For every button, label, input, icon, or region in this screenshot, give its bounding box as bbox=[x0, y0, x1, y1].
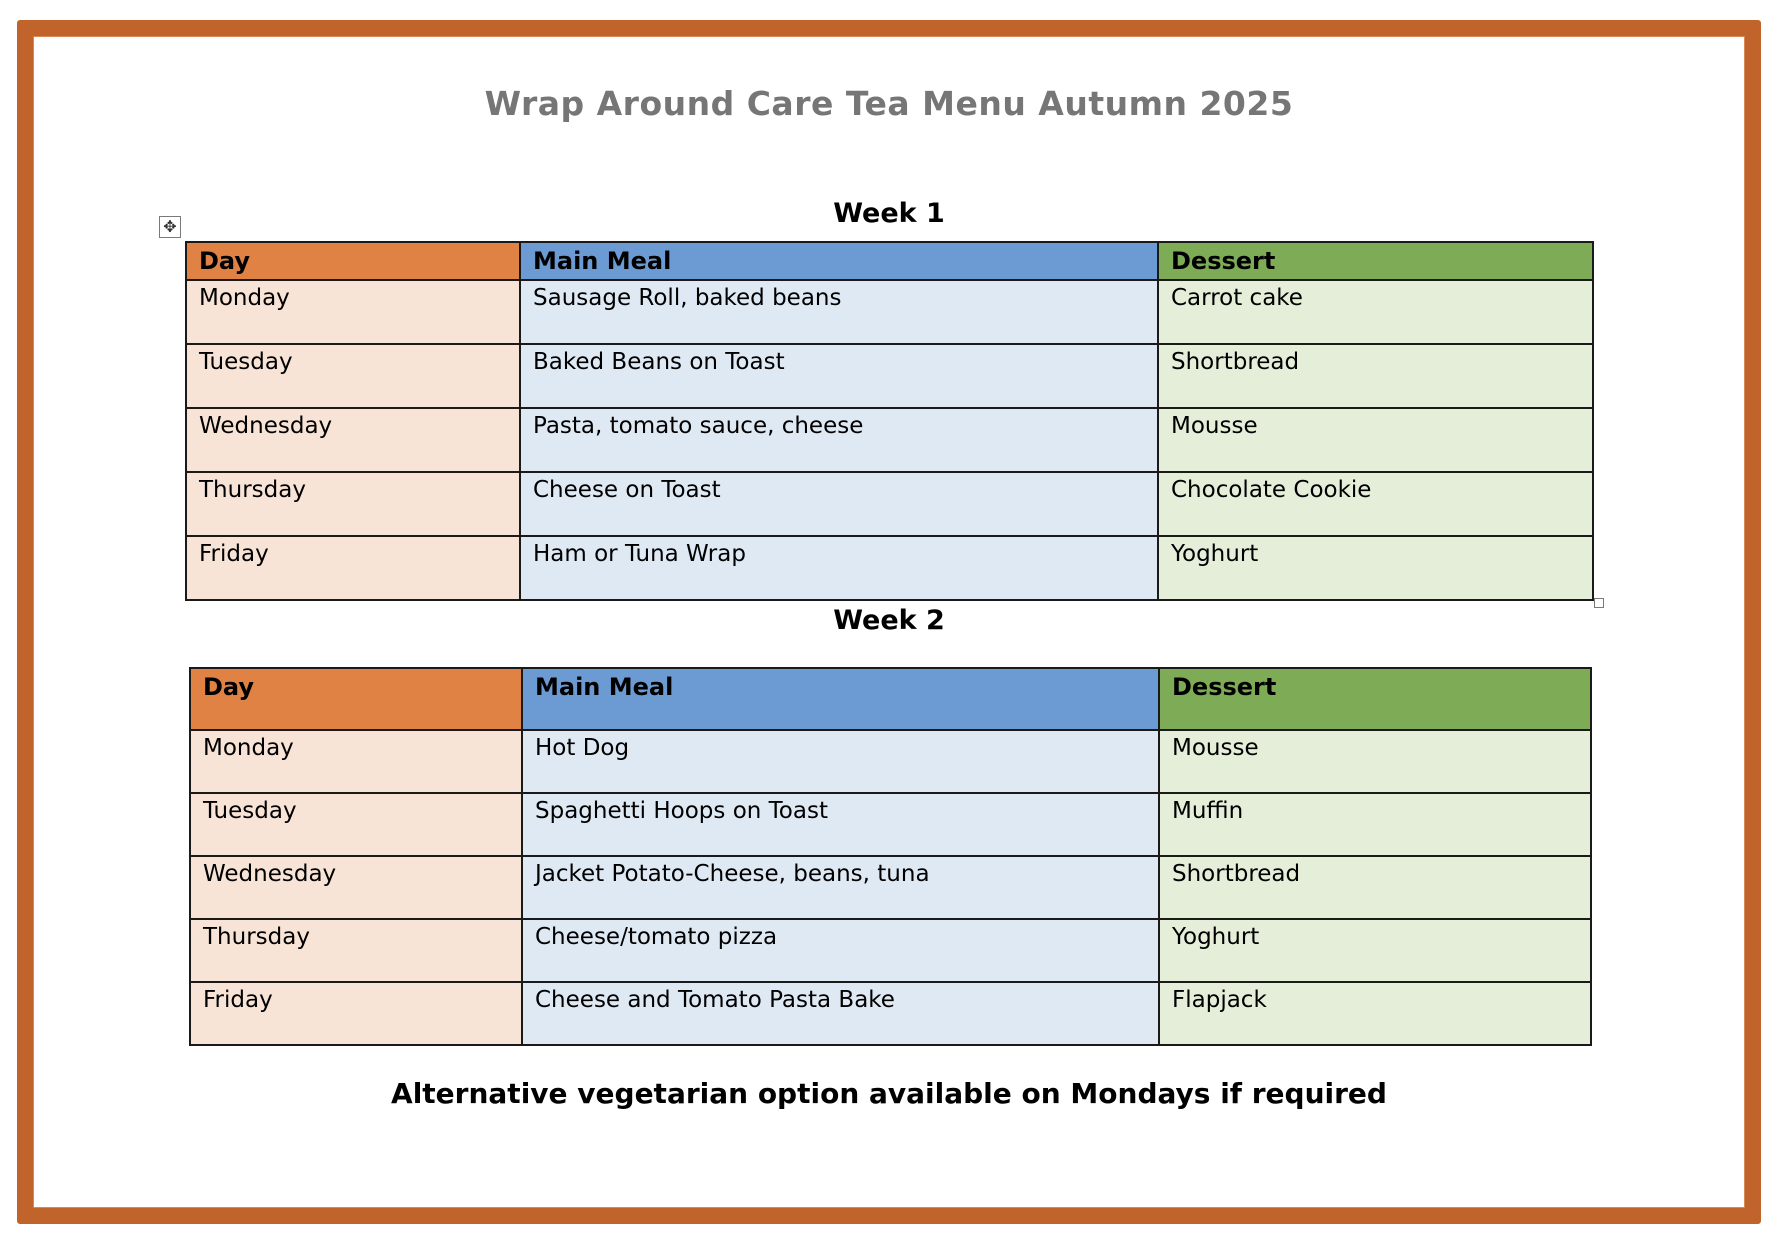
day-cell: Thursday bbox=[186, 472, 520, 536]
day-cell: Tuesday bbox=[186, 344, 520, 408]
day-cell: Monday bbox=[190, 730, 522, 793]
document-title: Wrap Around Care Tea Menu Autumn 2025 bbox=[484, 84, 1294, 123]
day-cell: Tuesday bbox=[190, 793, 522, 856]
main-meal-cell: Baked Beans on Toast bbox=[520, 344, 1158, 408]
main-meal-cell: Ham or Tuna Wrap bbox=[520, 536, 1158, 600]
main-meal-cell: Cheese and Tomato Pasta Bake bbox=[522, 982, 1159, 1045]
dessert-cell: Yoghurt bbox=[1159, 919, 1591, 982]
dessert-cell: Shortbread bbox=[1159, 856, 1591, 919]
table-row bbox=[190, 919, 1591, 982]
dessert-cell: Chocolate Cookie bbox=[1158, 472, 1593, 536]
main-meal-cell: Cheese/tomato pizza bbox=[522, 919, 1159, 982]
column-header-main-meal: Main Meal bbox=[520, 242, 1158, 280]
table-row bbox=[186, 280, 1593, 344]
column-header-day: Day bbox=[186, 242, 520, 280]
week-2-table bbox=[189, 667, 1592, 1046]
main-meal-cell: Spaghetti Hoops on Toast bbox=[522, 793, 1159, 856]
table-row bbox=[186, 472, 1593, 536]
column-header-dessert: Dessert bbox=[1158, 242, 1593, 280]
table-row bbox=[186, 408, 1593, 472]
table-row bbox=[186, 344, 1593, 408]
vegetarian-note: Alternative vegetarian option available on Mondays if required bbox=[391, 1077, 1387, 1110]
main-meal-cell: Sausage Roll, baked beans bbox=[520, 280, 1158, 344]
dessert-cell: Flapjack bbox=[1159, 982, 1591, 1045]
dessert-cell: Mousse bbox=[1159, 730, 1591, 793]
dessert-cell: Muffin bbox=[1159, 793, 1591, 856]
day-cell: Friday bbox=[186, 536, 520, 600]
table-header-row bbox=[190, 668, 1591, 730]
main-meal-cell: Hot Dog bbox=[522, 730, 1159, 793]
main-meal-cell: Cheese on Toast bbox=[520, 472, 1158, 536]
day-cell: Wednesday bbox=[190, 856, 522, 919]
table-row bbox=[186, 536, 1593, 600]
week-2-heading: Week 2 bbox=[833, 605, 945, 636]
day-cell: Thursday bbox=[190, 919, 522, 982]
week-1-heading: Week 1 bbox=[833, 198, 945, 229]
day-cell: Monday bbox=[186, 280, 520, 344]
main-meal-cell: Jacket Potato-Cheese, beans, tuna bbox=[522, 856, 1159, 919]
move-arrows-icon[interactable]: ✥ bbox=[159, 216, 181, 238]
table-row bbox=[190, 793, 1591, 856]
dessert-cell: Shortbread bbox=[1158, 344, 1593, 408]
main-meal-cell: Pasta, tomato sauce, cheese bbox=[520, 408, 1158, 472]
dessert-cell: Yoghurt bbox=[1158, 536, 1593, 600]
column-header-main-meal: Main Meal bbox=[522, 668, 1159, 730]
table-row bbox=[190, 730, 1591, 793]
table-row bbox=[190, 982, 1591, 1045]
dessert-cell: Carrot cake bbox=[1158, 280, 1593, 344]
table-row bbox=[190, 856, 1591, 919]
column-header-day: Day bbox=[190, 668, 522, 730]
column-header-dessert: Dessert bbox=[1159, 668, 1591, 730]
day-cell: Wednesday bbox=[186, 408, 520, 472]
day-cell: Friday bbox=[190, 982, 522, 1045]
dessert-cell: Mousse bbox=[1158, 408, 1593, 472]
table-header-row bbox=[186, 242, 1593, 280]
week-1-table bbox=[185, 241, 1594, 601]
